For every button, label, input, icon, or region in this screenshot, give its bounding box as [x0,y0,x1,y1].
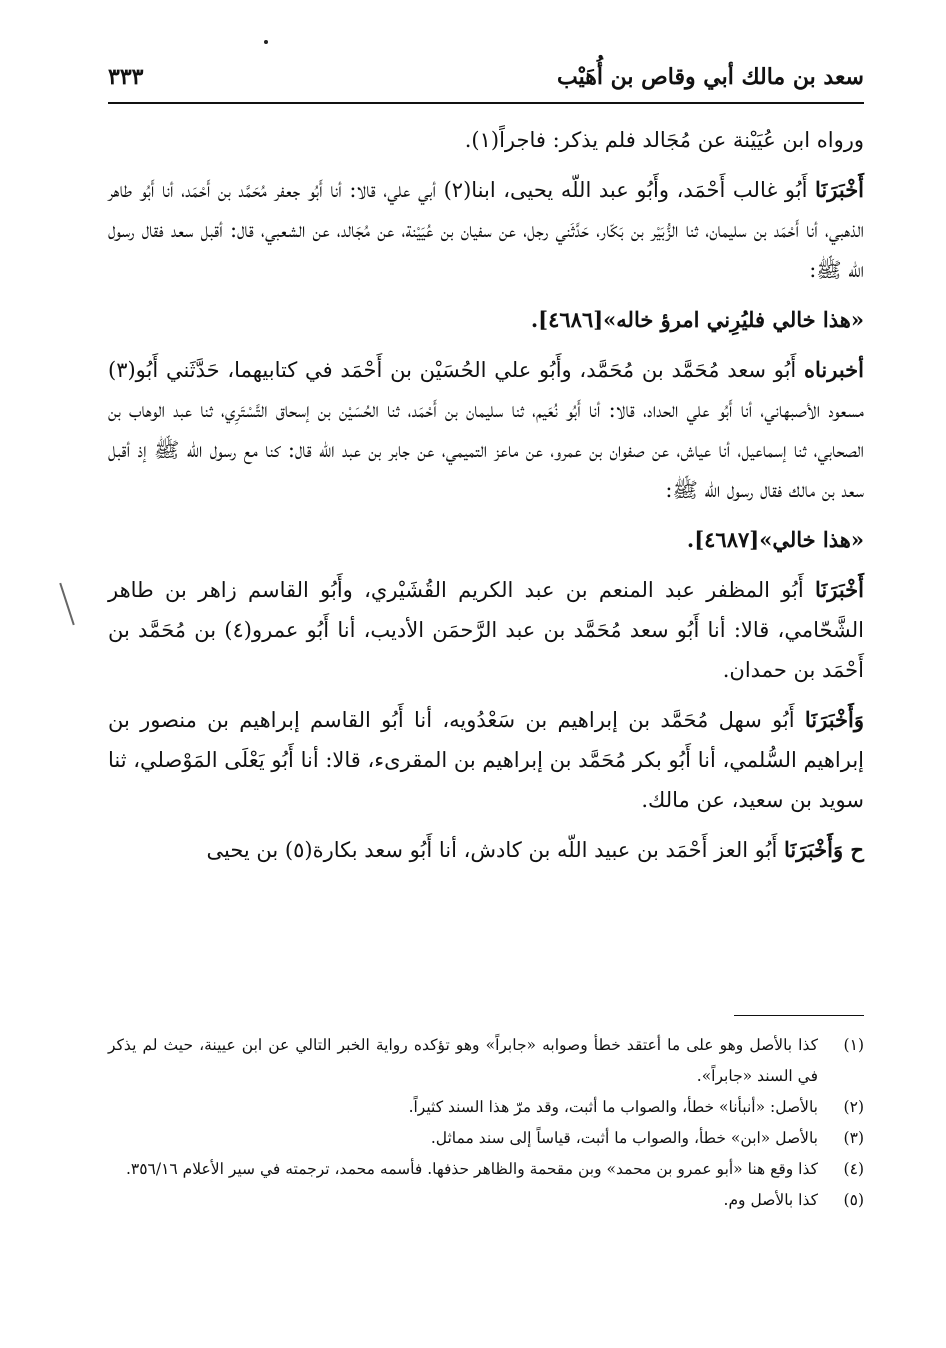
footnote-text: كذا بالأصل وهو على ما أعتقد خطأ وصوابه «جابراً» وهو تؤكده رواية الخبر التالي عن ابن عيينة، حيث لم يذكر في السند «جابراً». [108,1036,818,1085]
paragraph-text: أَبُو المظفر عبد المنعم بن عبد الكريم القُشَيْري، وأَبُو القاسم زاهر بن طاهر الشَّحّامي، قالا: أنا أَبُو سعد مُحَمَّد بن عبد الرَّحمَن الأديب، أنا أَبُو عمرو(٤) بن مُحَمَّد بن أَحْمَد بن حمدان. [108,578,864,682]
paragraph-text: أَبُو غالب أَحْمَد، وأَبُو عبد اللّه يحيى، ابنا(٢) أبي علي، قالا: أنا أَبُو جعفر مُحَمَّد بن أَحْمَد، أنا أَبُو طاهر الذهبي، أنا أَحْمَد بن سليمان، ثنا الزُّبَيْر بن بَكّار، حَدَّثَني رجل، عن سفيان بن عُيَيْنة، عن مُجَالد، عن الشعبي، قال: أقبل سعد فقال رسول الله ﷺ: [108,178,864,282]
footnote-text: بالأصل: «أنبأنا» خطأ، والصواب ما أثبت، وقد مرّ هذا السند كثيراً. [408,1098,818,1116]
paragraph-lead: أَخْبَرَنَا [815,177,865,202]
running-header [108,58,864,102]
hadith-quote [108,520,864,560]
paragraph-text: أَبُو العز أَحْمَد بن عبيد اللّه بن كادش، أنا أَبُو سعد بكارة(٥) بن يحيى [206,838,784,862]
paragraph-lead: وَأَخْبَرَنَا [804,707,864,732]
header-rule [108,102,864,104]
paragraph-text: أَبُو سعد مُحَمَّد بن مُحَمَّد، وأَبُو علي الحُسَيْن بن أَحْمَد في كتابيهما، حَدَّثَني أَبُو(٣) مسعود الأصبهاني، أنا أَبُو علي الحداد، قالا: أنا أَبُو نُعَيم، ثنا سليمان بن أَحْمَد، ثنا الحُسَيْن بن إسحاق التَّسْتَرِي، ثنا عبد الوهاب بن الصحابي، ثنا إسماعيل، أنا عياش، عن صفوان بن عمرو، عن ماعز التميمي، عن جابر بن عبد اللّه قال: كنا مع رسول الله ﷺ إذ أقبل سعد بن مالك فقال رسول الله ﷺ: [108,358,864,502]
stray-dot [264,40,268,44]
footnote-text: كذا وقع هنا «أبو عمرو بن محمد» وبن مقحمة والظاهر حذفها. فأسمه محمد، ترجمته في سير الأعلام ٣٥٦/١٦. [125,1160,818,1178]
main-text [108,120,864,880]
footnote-number: (٢) [843,1098,864,1116]
paragraph-lead: ح وَأَخْبَرَنَا [784,837,864,862]
margin-mark [59,583,74,625]
quote-text: «هذا خالي فليُرِني امرؤ خاله»[٤٦٨٦]. [530,307,864,332]
footnotes [108,1030,864,1216]
quote-text: «هذا خالي»[٤٦٨٧]. [686,527,864,552]
footnote-number: (٤) [843,1160,864,1178]
footnote [108,1185,864,1216]
page-number: ٣٣٣ [108,64,144,90]
paragraph-text: أَبُو سهل مُحَمَّد بن إبراهيم بن سَعْدُويه، أنا أَبُو القاسم إبراهيم بن منصور بن إبراهيم السُّلمي، أنا أَبُو بكر مُحَمَّد بن إبراهيم بن المقرىء، قالا: أنا أَبُو يَعْلَى المَوْصلي، ثنا سويد بن سعيد، عن مالك. [108,708,864,812]
footnote-text: بالأصل «ابن» خطأ، والصواب ما أثبت، قياساً إلى سند مماثل. [430,1129,818,1147]
header-title: سعد بن مالك أبي وقاص بن أُهَيْب [557,64,864,90]
paragraph [108,120,864,160]
paragraph-lead: أَخْبَرَنَا [815,577,864,602]
footnote [108,1154,864,1185]
footnote [108,1092,864,1123]
footnote-number: (٣) [843,1129,864,1147]
paragraph [108,350,864,510]
footnote [108,1030,864,1092]
footnote [108,1123,864,1154]
paragraph-lead: أخبرناه [804,357,864,382]
paragraph [108,170,864,290]
footnote-number: (٥) [843,1191,864,1209]
paragraph-text: ورواه ابن عُيَيْنة عن مُجَالد فلم يذكر: فاجراً(١). [464,128,864,152]
footnote-number: (١) [843,1036,864,1054]
paragraph [108,570,864,690]
paragraph [108,700,864,820]
footnote-text: كذا بالأصل وم. [723,1191,818,1209]
hadith-quote [108,300,864,340]
footnote-rule [734,1015,864,1016]
paragraph [108,830,864,870]
